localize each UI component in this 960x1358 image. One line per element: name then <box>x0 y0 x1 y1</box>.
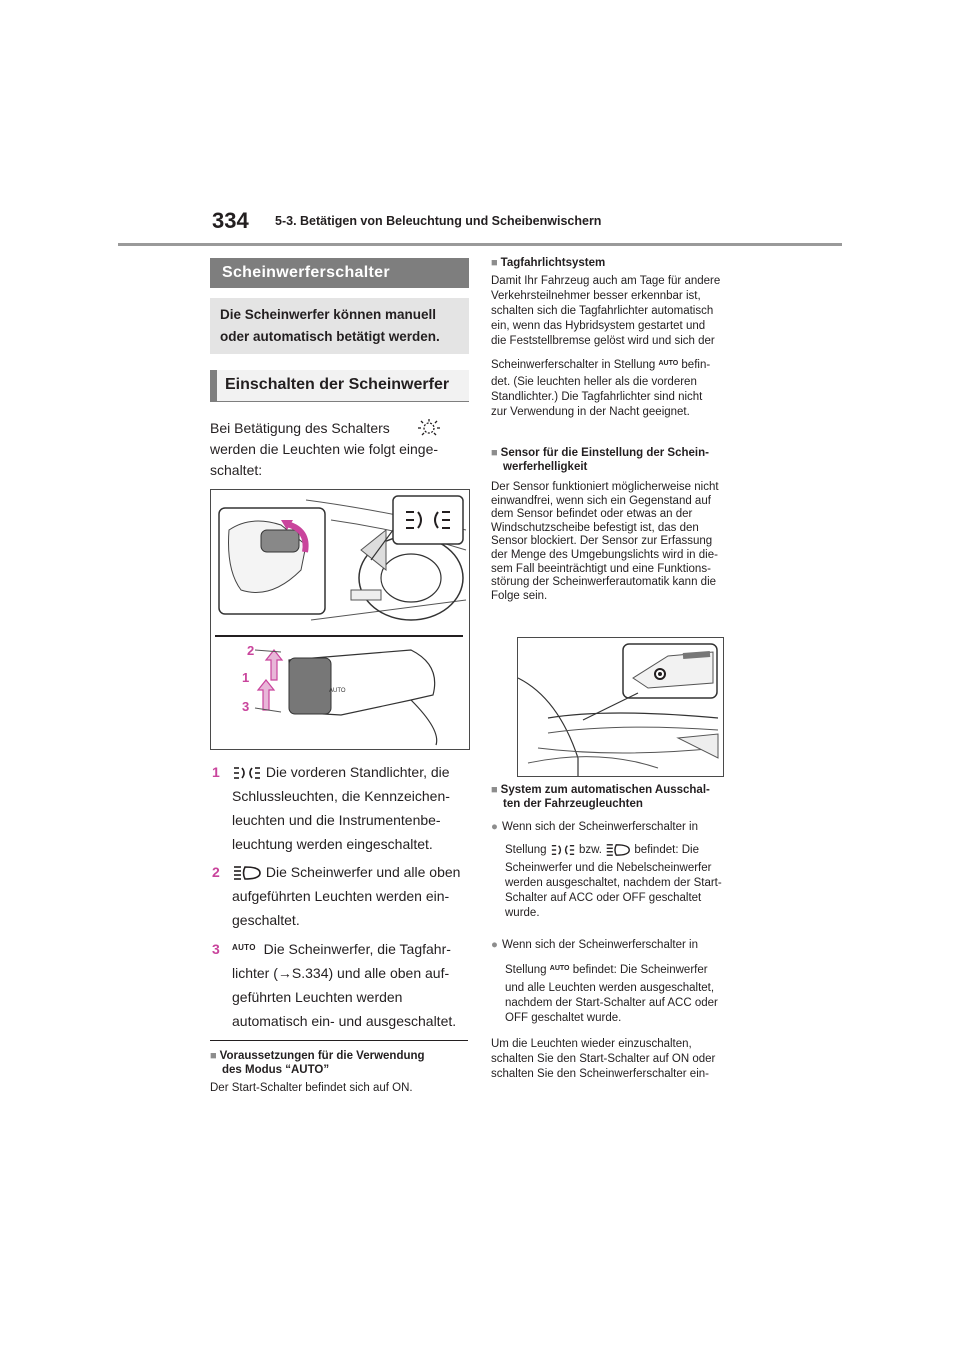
drl-title-text: Tagfahrlichtsystem <box>500 257 606 269</box>
drl-line-4: ein, wenn das Hybridsystem gestartet und <box>491 320 706 332</box>
headlights-icon <box>605 843 631 857</box>
page-number: 334 <box>212 208 249 233</box>
step-3-line-4: automatisch ein- und ausgeschaltet. <box>232 1013 457 1029</box>
step-1-number: 1 <box>212 764 220 780</box>
drl-line-6a: Scheinwerferschalter in Stellung <box>491 359 656 371</box>
bullet-2-befindet: befindet: Die Scheinwerfer <box>572 964 708 976</box>
sensor-line-9: Folge sein. <box>491 589 548 602</box>
step-3 <box>212 936 470 1033</box>
bullet-1-line-1: Wenn sich der Scheinwerferschalter in <box>501 821 698 833</box>
figure-label-1: 1 <box>242 670 250 685</box>
drl-line-2: Verkehrsteilnehmer besser erkennbar ist, <box>491 290 701 302</box>
sensor-line-3: dem Sensor befindet oder etwas an der <box>491 508 693 521</box>
sensor-line-6: der Menge des Umgebungslichts wird in die- <box>491 548 718 561</box>
sensor-line-5: Sensor blockiert. Der Sensor zur Erfassung <box>491 535 713 548</box>
subheading-einschalten: Einschalten der Scheinwerfer <box>210 370 469 402</box>
intro-line-1: Die Scheinwerfer können manuell <box>220 307 437 322</box>
final-paragraph <box>491 1037 756 1082</box>
step-1-line-3: leuchten und die Instrumentenbe- <box>232 812 441 828</box>
bullet-2 <box>491 938 756 1026</box>
auto-off-title-line-2: ten der Fahrzeugleuchten <box>503 798 643 810</box>
light-switch-figure <box>210 489 470 750</box>
bullet-1-line-3: Scheinwerfer und die Nebelscheinwerfer <box>505 862 712 875</box>
auto-off-title-line-1: System zum automatischen Ausschal- <box>500 784 710 796</box>
drl-line-8: Standlichter.) Die Tagfahrlichter sind nicht <box>491 391 703 403</box>
bullet-2-line-3: und alle Leuchten werden ausgeschaltet, <box>505 982 715 994</box>
intro-box <box>210 298 469 354</box>
intro-paragraph <box>210 418 470 481</box>
figure-label-3: 3 <box>242 699 250 714</box>
step-2-number: 2 <box>212 864 220 880</box>
figure-label-2: 2 <box>247 643 255 658</box>
bullet-1 <box>491 820 756 921</box>
para-line-2: werden die Leuchten wie folgt einge- <box>210 441 439 457</box>
sensor-line-2: einwandfrei, wenn sich ein Gegenstand auf <box>491 494 711 507</box>
square-bullet-icon: ■ <box>491 447 498 459</box>
bullet-1-line-6: wurde. <box>505 907 540 920</box>
final-line-1: Um die Leuchten wieder einzuschalten, <box>491 1038 692 1050</box>
section-title: 5-3. Betätigen von Beleuchtung und Scheibenwischern <box>275 214 602 228</box>
svg-text:AUTO: AUTO <box>329 688 346 694</box>
heading-scheinwerferschalter: Scheinwerferschalter <box>210 258 469 288</box>
auto-icon: AUTO <box>232 943 256 952</box>
sensor-line-4: Windschutzscheibe befestigt ist, das den <box>491 521 699 534</box>
bullet-2-line-4: nachdem der Start-Schalter auf ACC oder <box>505 997 718 1009</box>
bullet-1-line-5: Schalter auf ACC oder OFF geschaltet <box>505 892 702 905</box>
sensor-title-line-1: Sensor für die Einstellung der Schein- <box>500 447 709 459</box>
bullet-2-stellung: Stellung <box>505 964 547 976</box>
circle-bullet-icon: ● <box>491 939 498 951</box>
step-1-line-1: Die vorderen Standlichter, die <box>265 764 450 780</box>
drl-line-3: schalten sich die Tagfahrlichter automatisch <box>491 305 714 317</box>
note-text: Der Start-Schalter befindet sich auf ON. <box>210 1082 413 1094</box>
intro-line-2: oder automatisch betätigt werden. <box>220 329 440 344</box>
step-1-line-2: Schlussleuchten, die Kennzeichen- <box>232 788 450 804</box>
circle-bullet-icon: ● <box>491 821 498 833</box>
sensor-figure <box>517 637 724 777</box>
sensor-line-8: störung der Scheinwerferautomatik kann die <box>491 576 717 589</box>
note-title-line-2: des Modus “AUTO” <box>222 1064 330 1076</box>
step-3-line-1: Die Scheinwerfer, die Tagfahr- <box>263 941 451 957</box>
drl-line-7: det. (Sie leuchten heller als die vorderen <box>491 376 697 388</box>
headlights-icon <box>232 865 262 881</box>
auto-off-title <box>491 783 756 811</box>
bullet-1-stellung: Stellung <box>505 844 547 857</box>
square-bullet-icon: ■ <box>210 1050 217 1062</box>
auto-icon: AUTO <box>549 965 570 972</box>
step-1 <box>212 760 470 856</box>
bullet-1-befindet: befindet: Die <box>634 844 699 857</box>
bullet-2-line-5: OFF geschaltet wurde. <box>505 1012 622 1024</box>
sensor-illustration <box>518 638 723 776</box>
drl-line-5: die Feststellbremse gelöst wird und sich der <box>491 335 715 347</box>
step-3-line-2: lichter (→S.334) und alle oben auf- <box>232 965 450 981</box>
final-line-2: schalten Sie den Start-Schalter auf ON oder <box>491 1053 716 1065</box>
step-2-line-1: Die Scheinwerfer und alle oben <box>265 864 461 880</box>
headlight-switch-icon <box>412 418 446 436</box>
bullet-1-line-4: werden ausgeschaltet, nachdem der Start- <box>505 877 722 890</box>
parking-lights-icon <box>232 766 262 780</box>
step-2-line-3: geschaltet. <box>232 912 300 928</box>
note-title <box>210 1049 470 1077</box>
step-2-line-2: aufgeführten Leuchten werden ein- <box>232 888 450 904</box>
square-bullet-icon: ■ <box>491 257 498 269</box>
note-rule <box>210 1040 468 1041</box>
drl-line-1: Damit Ihr Fahrzeug auch am Tage für andere <box>491 275 721 287</box>
light-switch-illustration <box>211 490 469 749</box>
header-rule <box>118 243 842 246</box>
sensor-title-line-2: werferhelligkeit <box>503 461 588 473</box>
bullet-1-bzw: bzw. <box>578 844 602 857</box>
auto-icon: AUTO <box>658 360 679 367</box>
drl-title <box>491 256 605 270</box>
final-line-3: schalten Sie den Scheinwerferschalter ein- <box>491 1068 709 1080</box>
step-3-line-3: geführten Leuchten werden <box>232 989 403 1005</box>
sensor-line-1: Der Sensor funktioniert möglicherweise nicht <box>491 481 719 493</box>
sensor-title <box>491 446 756 474</box>
drl-paragraph <box>491 274 756 420</box>
drl-line-6b: befin- <box>681 359 711 371</box>
parking-lights-icon <box>550 844 576 856</box>
step-1-line-4: leuchtung werden eingeschaltet. <box>232 836 433 852</box>
step-3-number: 3 <box>212 941 220 957</box>
square-bullet-icon: ■ <box>491 784 498 796</box>
para-line-1: Bei Betätigung des Schalters <box>210 420 390 436</box>
para-line-3: schaltet: <box>210 462 263 478</box>
drl-line-9: zur Verwendung in der Nacht geeignet. <box>491 406 690 418</box>
step-2 <box>212 860 470 932</box>
note-title-line-1: Voraussetzungen für die Verwendung <box>219 1050 425 1062</box>
sensor-paragraph <box>491 481 756 603</box>
sensor-line-7: sem Fall beeinträchtigt und eine Funktions- <box>491 562 711 575</box>
bullet-2-line-1: Wenn sich der Scheinwerferschalter in <box>501 939 698 951</box>
